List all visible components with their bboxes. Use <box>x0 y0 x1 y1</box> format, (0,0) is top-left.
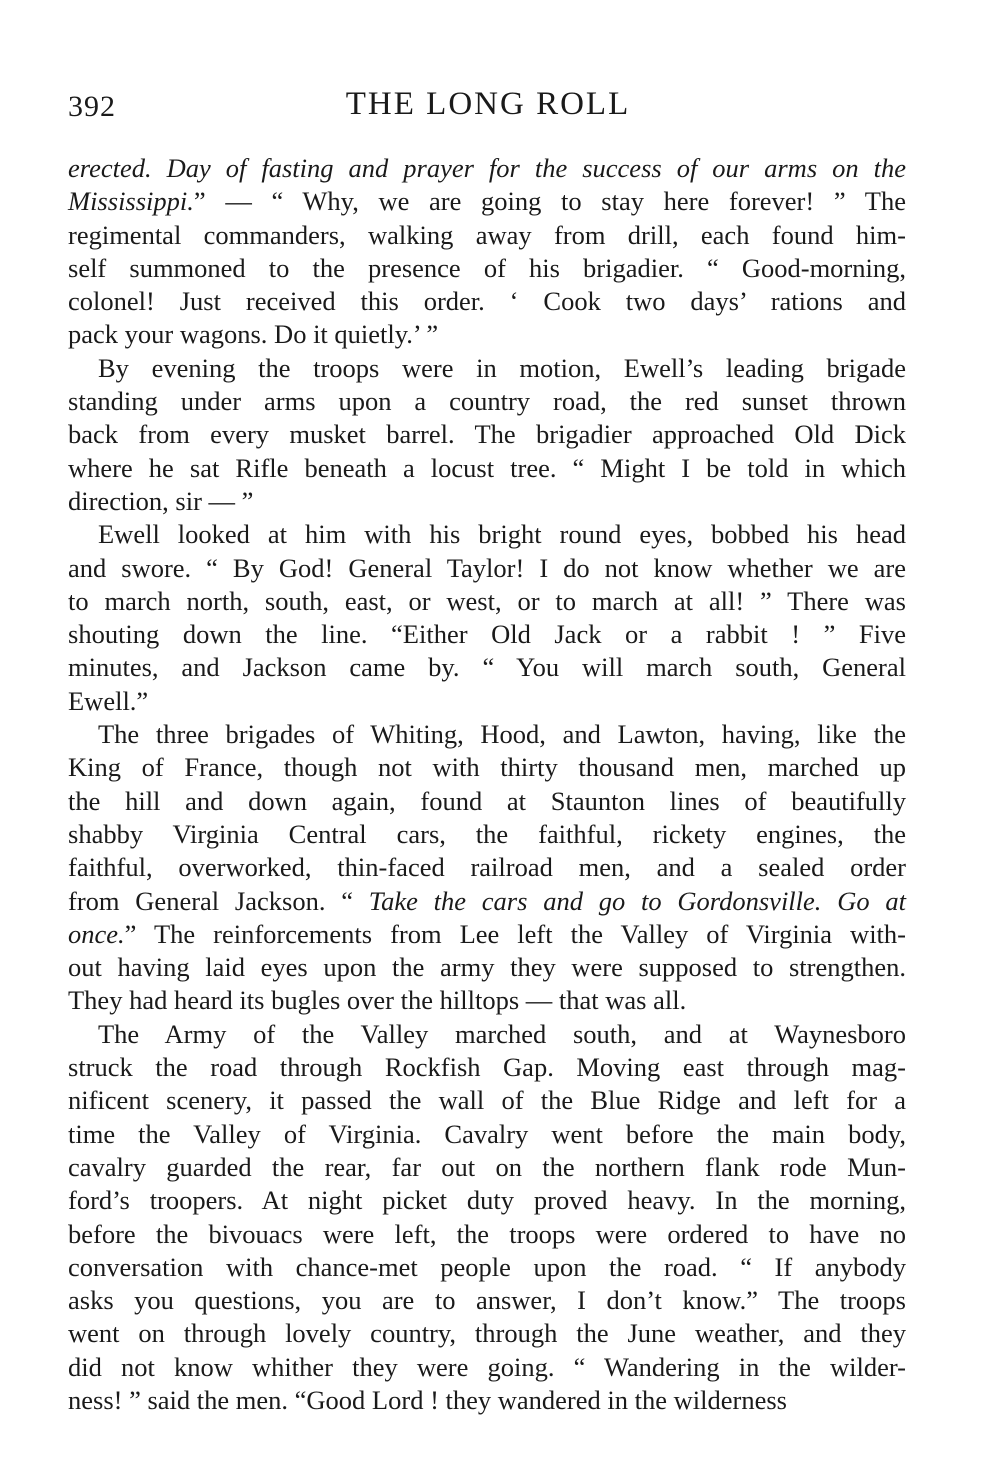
text-run: King of France, though not with thirty thousand men, marched up <box>68 752 906 783</box>
text-line <box>68 1118 906 1151</box>
text-run: from General Jackson. “ <box>68 885 369 916</box>
text-run: ” — “ Why, we are going to stay here forever! ” The <box>193 186 906 217</box>
text-line <box>68 152 906 185</box>
text-run: faithful, overworked, thin-faced railroad men, and a sealed order <box>68 852 906 883</box>
text-run: asks you questions, you are to answer, I don’t know.” The troops <box>68 1285 906 1316</box>
text-line <box>68 585 906 618</box>
text-run: where he sat Rifle beneath a locust tree. “ Might I be told in which <box>68 452 906 483</box>
text-line <box>68 685 906 718</box>
text-run: before the bivouacs were left, the troops were ordered to have no <box>68 1218 906 1249</box>
text-run: and swore. “ By God! General Taylor! I do not know whether we are <box>68 552 906 583</box>
text-line <box>68 651 906 684</box>
text-run: pack your wagons. Do it quietly.’ ” <box>68 319 439 350</box>
text-run: shouting down the line. “Either Old Jack or a rabbit ! ” Five <box>68 619 906 650</box>
text-run: Ewell looked at him with his bright round eyes, bobbed his head <box>98 519 906 550</box>
text-run: By evening the troops were in motion, Ewell’s leading brigade <box>98 352 906 383</box>
text-run: The Army of the Valley marched south, and at Waynesboro <box>98 1018 906 1049</box>
text-line <box>68 1184 906 1217</box>
text-run: The three brigades of Whiting, Hood, and Lawton, having, like the <box>98 719 906 750</box>
italic-run: Mississippi. <box>68 186 194 217</box>
text-run: went on through lovely country, through the June weather, and they <box>68 1318 906 1349</box>
text-run: out having laid eyes upon the army they were supposed to strengthen. <box>68 952 906 983</box>
text-run: Ewell.” <box>68 685 149 716</box>
text-run: regimental commanders, walking away from drill, each found him- <box>68 219 906 250</box>
page-header <box>68 86 908 130</box>
text-line <box>68 318 906 351</box>
text-run: minutes, and Jackson came by. “ You will march south, General <box>68 652 906 683</box>
italic-run: Take the cars and go to Gordonsville. Go at <box>368 885 906 916</box>
text-line <box>68 818 906 851</box>
text-run: shabby Virginia Central cars, the faithful, rickety engines, the <box>68 818 906 849</box>
text-line <box>68 885 906 918</box>
text-line <box>68 1317 906 1350</box>
text-line <box>68 1151 906 1184</box>
text-line <box>68 185 906 218</box>
text-run: the hill and down again, found at Staunton lines of beautifully <box>68 785 906 816</box>
text-run: back from every musket barrel. The brigadier approached Old Dick <box>68 419 906 450</box>
running-title: THE LONG ROLL <box>345 86 631 122</box>
text-line <box>68 1251 906 1284</box>
text-line <box>68 418 906 451</box>
text-run: direction, sir — ” <box>68 485 254 516</box>
text-run: colonel! Just received this order. ‘ Cook two days’ rations and <box>68 286 906 317</box>
text-run: ness! ” said the men. “Good Lord ! they wandered in the wilderness <box>68 1384 787 1415</box>
text-line <box>68 1384 906 1417</box>
text-run: self summoned to the presence of his brigadier. “ Good-morning, <box>68 252 906 283</box>
text-run: conversation with chance-met people upon the road. “ If anybody <box>68 1251 906 1282</box>
text-line <box>68 352 906 385</box>
text-line <box>68 518 906 551</box>
text-run: cavalry guarded the rear, far out on the northern flank rode Mun- <box>68 1151 906 1182</box>
text-line <box>68 951 906 984</box>
text-line <box>68 452 906 485</box>
text-run: nificent scenery, it passed the wall of the Blue Ridge and left for a <box>68 1085 906 1116</box>
text-line <box>68 851 906 884</box>
text-run: standing under arms upon a country road, the red sunset thrown <box>68 386 906 417</box>
text-run: ” The reinforcements from Lee left the Valley of Virginia with- <box>124 918 906 949</box>
text-line <box>68 1284 906 1317</box>
text-line <box>68 751 906 784</box>
italic-run: erected. Day of fasting and prayer for the success of our arms on the <box>68 153 906 183</box>
page-number: 392 <box>68 90 116 123</box>
text-run: time the Valley of Virginia. Cavalry went before the main body, <box>68 1118 906 1149</box>
text-line <box>68 1218 906 1251</box>
italic-run: once. <box>68 918 125 949</box>
text-line <box>68 618 906 651</box>
text-line <box>68 1051 906 1084</box>
text-line <box>68 1018 906 1051</box>
body-text <box>68 152 906 1417</box>
text-run: ford’s troopers. At night picket duty proved heavy. In the morning, <box>68 1185 906 1216</box>
text-run: They had heard its bugles over the hilltops — that was all. <box>68 985 687 1016</box>
text-line <box>68 219 906 252</box>
text-line <box>68 785 906 818</box>
text-run: to march north, south, east, or west, or to march at all! ” There was <box>68 585 906 616</box>
text-run: did not know whither they were going. “ Wandering in the wilder- <box>68 1351 906 1382</box>
text-run: struck the road through Rockfish Gap. Moving east through mag- <box>68 1052 906 1083</box>
text-line <box>68 1351 906 1384</box>
text-line <box>68 252 906 285</box>
text-line <box>68 552 906 585</box>
text-line <box>68 718 906 751</box>
text-line <box>68 485 906 518</box>
text-line <box>68 285 906 318</box>
text-line <box>68 984 906 1017</box>
text-line <box>68 918 906 951</box>
text-line <box>68 1084 906 1117</box>
text-line <box>68 385 906 418</box>
